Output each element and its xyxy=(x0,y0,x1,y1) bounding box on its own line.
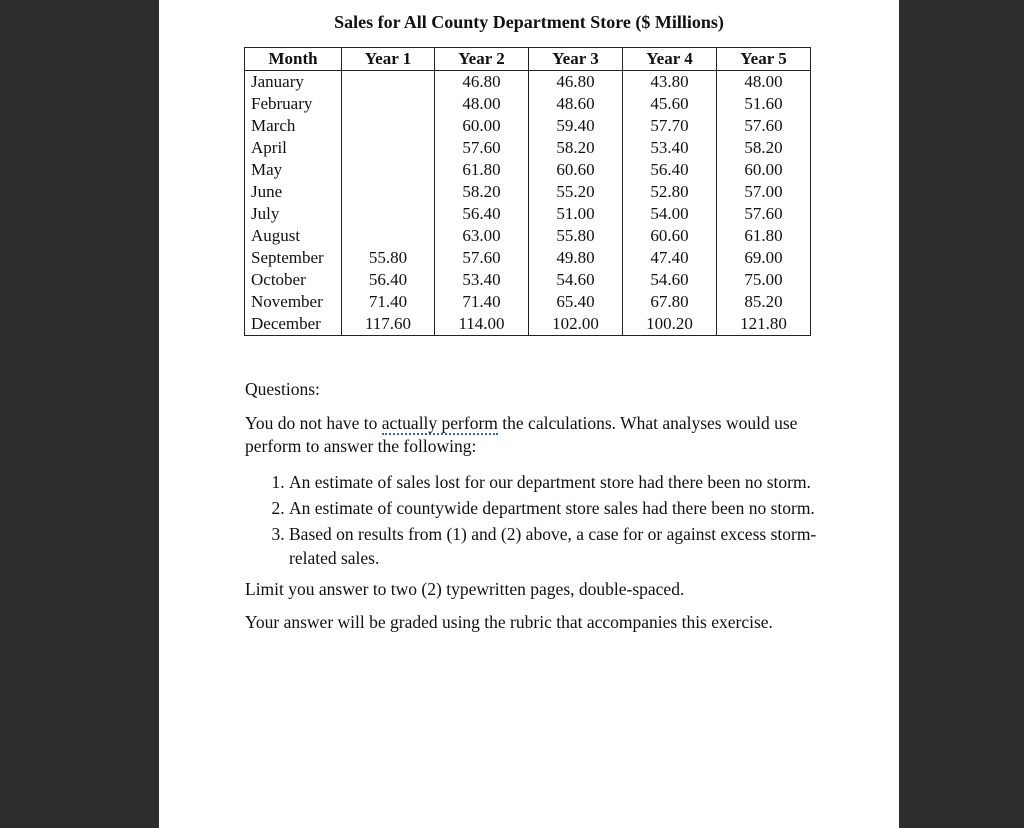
value-cell-year-3: 46.80 xyxy=(529,71,623,94)
value-cell-year-2: 48.00 xyxy=(435,93,529,115)
month-cell: July xyxy=(245,203,342,225)
value-cell-year-2: 56.40 xyxy=(435,203,529,225)
value-cell-year-1: 117.60 xyxy=(342,313,435,336)
month-cell: February xyxy=(245,93,342,115)
month-cell: December xyxy=(245,313,342,336)
table-title: Sales for All County Department Store ($ Millions) xyxy=(334,12,724,32)
value-cell-year-2: 71.40 xyxy=(435,291,529,313)
value-cell-year-4: 100.20 xyxy=(623,313,717,336)
questions-section xyxy=(245,378,825,634)
month-cell: April xyxy=(245,137,342,159)
value-cell-year-5: 58.20 xyxy=(717,137,811,159)
table-row xyxy=(245,203,811,225)
intro-text-end: the calculations. What analyses would use perform to answer the following: xyxy=(245,413,798,456)
value-cell-year-5: 48.00 xyxy=(717,71,811,94)
value-cell-year-1 xyxy=(342,203,435,225)
value-cell-year-1 xyxy=(342,159,435,181)
question-item: 1. An estimate of sales lost for our department store had there been no storm. xyxy=(289,470,825,494)
value-cell-year-1: 71.40 xyxy=(342,291,435,313)
value-cell-year-3: 65.40 xyxy=(529,291,623,313)
value-cell-year-1: 55.80 xyxy=(342,247,435,269)
table-header-row xyxy=(245,48,811,71)
value-cell-year-3: 102.00 xyxy=(529,313,623,336)
value-cell-year-1: 56.40 xyxy=(342,269,435,291)
table-row xyxy=(245,269,811,291)
table-row xyxy=(245,247,811,269)
value-cell-year-5: 75.00 xyxy=(717,269,811,291)
table-row xyxy=(245,159,811,181)
header-year-3: Year 3 xyxy=(529,48,623,71)
question-item: 2. An estimate of countywide department store sales had there been no storm. xyxy=(289,496,825,520)
questions-intro xyxy=(245,412,825,458)
value-cell-year-4: 54.60 xyxy=(623,269,717,291)
sales-table xyxy=(244,47,811,336)
value-cell-year-3: 59.40 xyxy=(529,115,623,137)
spellcheck-underlined-phrase[interactable]: actually perform xyxy=(381,413,498,433)
month-cell: January xyxy=(245,71,342,94)
value-cell-year-5: 57.00 xyxy=(717,181,811,203)
value-cell-year-1 xyxy=(342,115,435,137)
value-cell-year-2: 58.20 xyxy=(435,181,529,203)
table-row xyxy=(245,71,811,94)
value-cell-year-2: 57.60 xyxy=(435,137,529,159)
page-limit-note: Limit you answer to two (2) typewritten pages, double-spaced. xyxy=(245,579,685,599)
value-cell-year-2: 60.00 xyxy=(435,115,529,137)
value-cell-year-3: 49.80 xyxy=(529,247,623,269)
intro-text-start: You do not have to xyxy=(245,413,382,433)
questions-heading: Questions: xyxy=(245,379,320,399)
value-cell-year-1 xyxy=(342,181,435,203)
value-cell-year-5: 85.20 xyxy=(717,291,811,313)
table-row xyxy=(245,115,811,137)
table-row xyxy=(245,137,811,159)
grading-note: Your answer will be graded using the rubric that accompanies this exercise. xyxy=(245,612,773,632)
month-cell: August xyxy=(245,225,342,247)
value-cell-year-1 xyxy=(342,93,435,115)
month-cell: March xyxy=(245,115,342,137)
questions-list xyxy=(245,470,825,570)
value-cell-year-5: 121.80 xyxy=(717,313,811,336)
value-cell-year-2: 46.80 xyxy=(435,71,529,94)
value-cell-year-4: 60.60 xyxy=(623,225,717,247)
value-cell-year-3: 54.60 xyxy=(529,269,623,291)
value-cell-year-4: 53.40 xyxy=(623,137,717,159)
table-row xyxy=(245,313,811,336)
value-cell-year-5: 60.00 xyxy=(717,159,811,181)
value-cell-year-5: 69.00 xyxy=(717,247,811,269)
table-row xyxy=(245,291,811,313)
value-cell-year-4: 52.80 xyxy=(623,181,717,203)
value-cell-year-4: 56.40 xyxy=(623,159,717,181)
value-cell-year-5: 57.60 xyxy=(717,115,811,137)
table-row xyxy=(245,181,811,203)
table-row xyxy=(245,225,811,247)
month-cell: May xyxy=(245,159,342,181)
value-cell-year-3: 60.60 xyxy=(529,159,623,181)
value-cell-year-5: 57.60 xyxy=(717,203,811,225)
value-cell-year-4: 43.80 xyxy=(623,71,717,94)
header-year-5: Year 5 xyxy=(717,48,811,71)
value-cell-year-2: 57.60 xyxy=(435,247,529,269)
value-cell-year-2: 53.40 xyxy=(435,269,529,291)
value-cell-year-1 xyxy=(342,137,435,159)
value-cell-year-2: 114.00 xyxy=(435,313,529,336)
table-row xyxy=(245,93,811,115)
question-item: 3. Based on results from (1) and (2) above, a case for or against excess storm-related sales. xyxy=(289,522,825,570)
value-cell-year-4: 54.00 xyxy=(623,203,717,225)
month-cell: October xyxy=(245,269,342,291)
value-cell-year-3: 55.20 xyxy=(529,181,623,203)
value-cell-year-2: 63.00 xyxy=(435,225,529,247)
table-body xyxy=(245,71,811,336)
header-month: Month xyxy=(245,48,342,71)
value-cell-year-2: 61.80 xyxy=(435,159,529,181)
value-cell-year-3: 48.60 xyxy=(529,93,623,115)
value-cell-year-1 xyxy=(342,71,435,94)
value-cell-year-4: 67.80 xyxy=(623,291,717,313)
document-page xyxy=(159,0,899,828)
month-cell: November xyxy=(245,291,342,313)
value-cell-year-1 xyxy=(342,225,435,247)
value-cell-year-5: 61.80 xyxy=(717,225,811,247)
month-cell: June xyxy=(245,181,342,203)
value-cell-year-4: 57.70 xyxy=(623,115,717,137)
value-cell-year-4: 45.60 xyxy=(623,93,717,115)
header-year-4: Year 4 xyxy=(623,48,717,71)
value-cell-year-5: 51.60 xyxy=(717,93,811,115)
value-cell-year-3: 55.80 xyxy=(529,225,623,247)
value-cell-year-4: 47.40 xyxy=(623,247,717,269)
value-cell-year-3: 51.00 xyxy=(529,203,623,225)
value-cell-year-3: 58.20 xyxy=(529,137,623,159)
header-year-1: Year 1 xyxy=(342,48,435,71)
header-year-2: Year 2 xyxy=(435,48,529,71)
month-cell: September xyxy=(245,247,342,269)
